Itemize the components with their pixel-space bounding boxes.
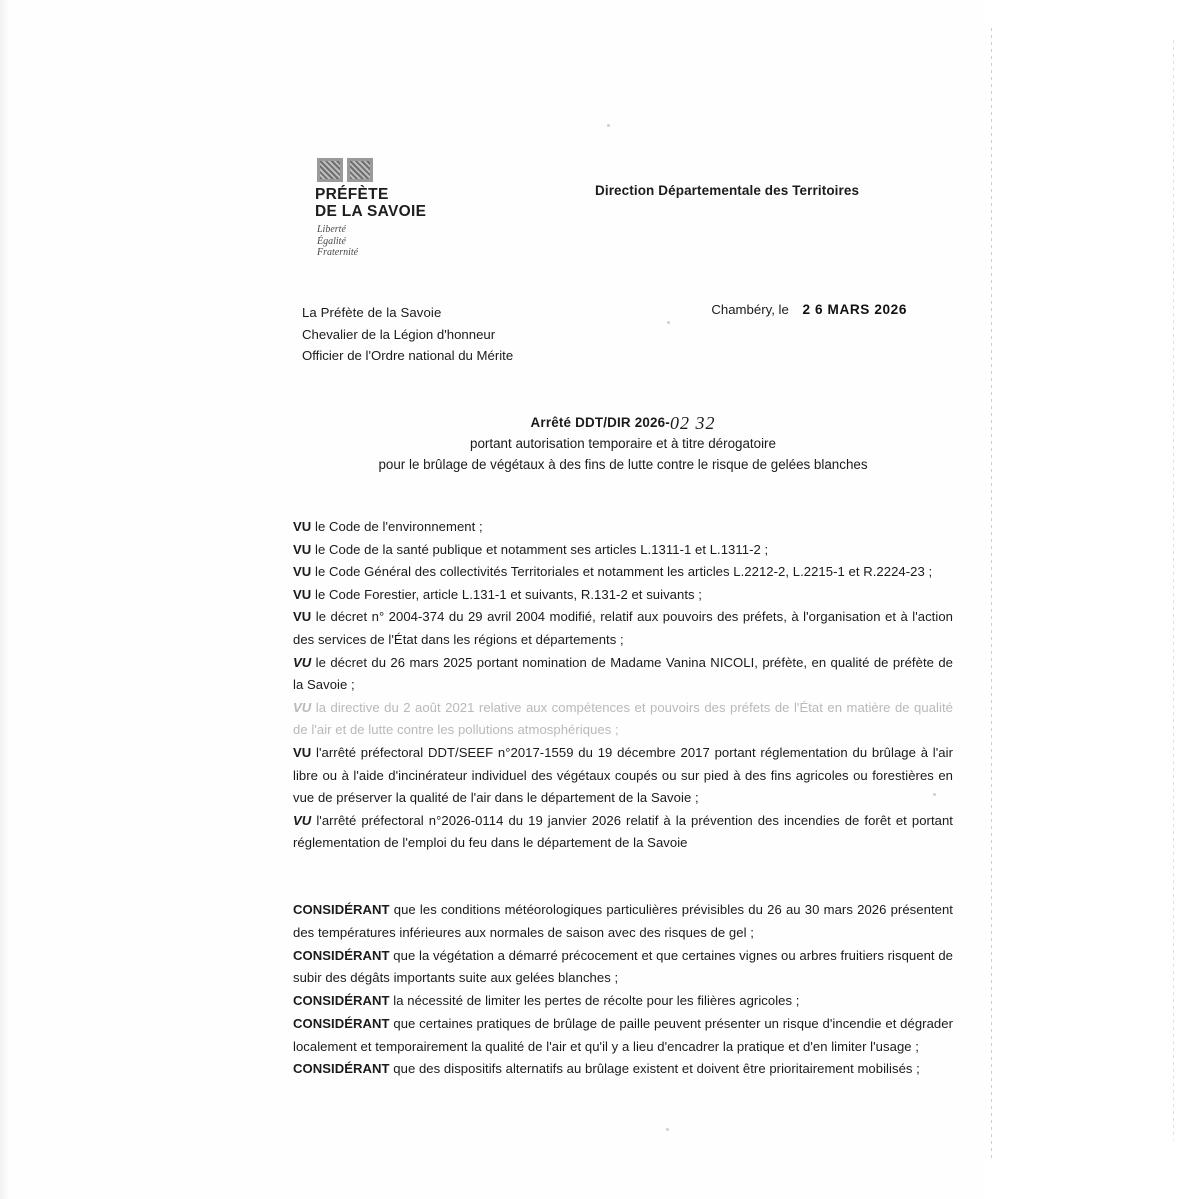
vu-keyword: VU <box>293 564 312 580</box>
vu-item-text: l'arrêté préfectoral DDT/SEEF n°2017-1559 du 19 décembre 2017 portant réglementation du brûlage à l'air libre ou à l'aide d'incinérateur individuel des végétaux coupés ou sur pied à des fins agricoles ou forestières en vue de préserver la qualité de l'air dans le département de la Savoie ; <box>293 744 953 806</box>
considerant-item-text: que des dispositifs alternatifs au brûlage existent et doivent être prioritairement mobilisés ; <box>393 1061 920 1077</box>
issuing-department: Direction Départementale des Territoires <box>595 183 860 198</box>
decree-reference-label: Arrêté DDT/DIR 2026- <box>530 415 670 430</box>
motto-fraternite: Fraternité <box>317 247 359 258</box>
signatory-line-3: Officier de l'Ordre national du Mérite <box>302 348 514 363</box>
signatory-line-2: Chevalier de la Légion d'honneur <box>302 326 496 342</box>
vu-item-text: le Code de l'environnement ; <box>315 519 483 534</box>
place-and-date <box>711 302 907 317</box>
considerant-item-text: que les conditions météorologiques particulières prévisibles du 26 au 30 mars 2026 présentent des températures inférieures aux normales de saison avec des risques de gel ; <box>293 901 953 940</box>
vu-clauses <box>293 516 953 855</box>
vu-item <box>293 606 953 651</box>
vu-keyword: VU <box>293 699 312 715</box>
decree-reference <box>293 411 953 433</box>
prefecture-line-1: PRÉFÈTE <box>315 186 389 203</box>
signatory-and-date <box>293 302 953 364</box>
scan-dust-speck <box>666 1128 669 1131</box>
date-stamp: 2 6 MARS 2026 <box>802 302 907 317</box>
considerant-clauses <box>293 899 953 1081</box>
vu-item <box>293 810 953 855</box>
considerant-item <box>293 990 953 1013</box>
decree-subtitle-2: pour le brûlage de végétaux à des fins de lutte contre le risque de gelées blanches <box>378 457 868 472</box>
republic-motto <box>317 224 358 259</box>
place-label: Chambéry, le <box>711 302 789 317</box>
signatory-titles <box>302 302 513 367</box>
vu-item-text: le Code Forestier, article L.131-1 et suivants, R.131-2 et suivants ; <box>315 586 702 602</box>
scan-artifact-line <box>991 28 992 1158</box>
signatory-line-1: La Préfète de la Savoie <box>302 305 442 320</box>
document-title-block <box>293 411 953 475</box>
considerant-item <box>293 945 953 991</box>
vu-item <box>293 516 953 539</box>
vu-keyword: VU <box>293 586 312 602</box>
document-body <box>293 0 953 1081</box>
considerant-keyword: CONSIDÉRANT <box>293 901 390 917</box>
vu-item <box>293 561 953 584</box>
motto-liberte: Liberté <box>317 224 346 235</box>
prefecture-name <box>315 186 426 220</box>
considerant-item-text: que la végétation a démarré précocement et que certaines vignes ou arbres fruitiers risquent de subir des dégâts importants suite aux gelées blanches ; <box>293 947 953 986</box>
vu-keyword: VU <box>293 519 312 534</box>
vu-keyword: VU <box>293 654 312 670</box>
marianne-emblem-icon <box>317 158 379 184</box>
considerant-keyword: CONSIDÉRANT <box>293 947 390 963</box>
vu-keyword: VU <box>293 812 312 828</box>
vu-keyword: VU <box>293 609 312 625</box>
vu-keyword: VU <box>293 744 312 760</box>
motto-egalite: Égalité <box>317 235 346 247</box>
vu-item <box>293 742 953 810</box>
vu-keyword: VU <box>293 541 312 557</box>
considerant-item-text: la nécessité de limiter les pertes de récolte pour les filières agricoles ; <box>393 993 800 1009</box>
vu-item-text: le Code de la santé publique et notamment ses articles L.1311-1 et L.1311-2 ; <box>315 541 769 557</box>
document-header <box>293 158 953 263</box>
prefecture-line-2: DE LA SAVOIE <box>315 203 427 220</box>
vu-item <box>293 584 953 607</box>
scan-artifact-line <box>1173 40 1174 1140</box>
decree-subtitle-1: portant autorisation temporaire et à titre dérogatoire <box>470 436 776 451</box>
considerant-keyword: CONSIDÉRANT <box>293 1015 390 1031</box>
vu-item <box>293 539 953 562</box>
considerant-keyword: CONSIDÉRANT <box>293 993 390 1009</box>
vu-item-text: l'arrêté préfectoral n°2026-0114 du 19 janvier 2026 relatif à la prévention des incendies de forêt et portant réglementation de l'emploi du feu dans le département de la Savoie <box>293 812 953 851</box>
vu-item <box>293 652 953 697</box>
considerant-item <box>293 1058 953 1081</box>
vu-item-text: le Code Général des collectivités Territoriales et notamment les articles L.2212-2, L.2215-1 et R.2224-23 ; <box>315 564 933 580</box>
vu-item-text: la directive du 2 août 2021 relative aux compétences et pouvoirs des préfets de l'État en matière de qualité de l'air et de lutte contre les pollutions atmosphériques ; <box>293 699 953 738</box>
considerant-keyword: CONSIDÉRANT <box>293 1061 390 1077</box>
vu-item-text: le décret du 26 mars 2025 portant nomination de Madame Vanina NICOLI, préfète, en qualité de préfète de la Savoie ; <box>293 654 953 693</box>
scan-edge-left <box>0 0 10 1199</box>
considerant-item <box>293 1013 953 1059</box>
considerant-item-text: que certaines pratiques de brûlage de paille peuvent présenter un risque d'incendie et dégrader localement et temporairement la qualité de l'air et qu'il y a lieu d'encadrer la pratique et d'en limiter l'usage ; <box>293 1015 953 1054</box>
vu-item-text: le décret n° 2004-374 du 29 avril 2004 modifié, relatif aux pouvoirs des préfets, à l'organisation et à l'action des services de l'État dans les régions et départements ; <box>293 609 953 647</box>
scan-edge-right <box>984 0 1199 1199</box>
vu-item <box>293 697 953 742</box>
decree-reference-handwritten: 02 32 <box>669 413 716 433</box>
considerant-item <box>293 899 953 945</box>
